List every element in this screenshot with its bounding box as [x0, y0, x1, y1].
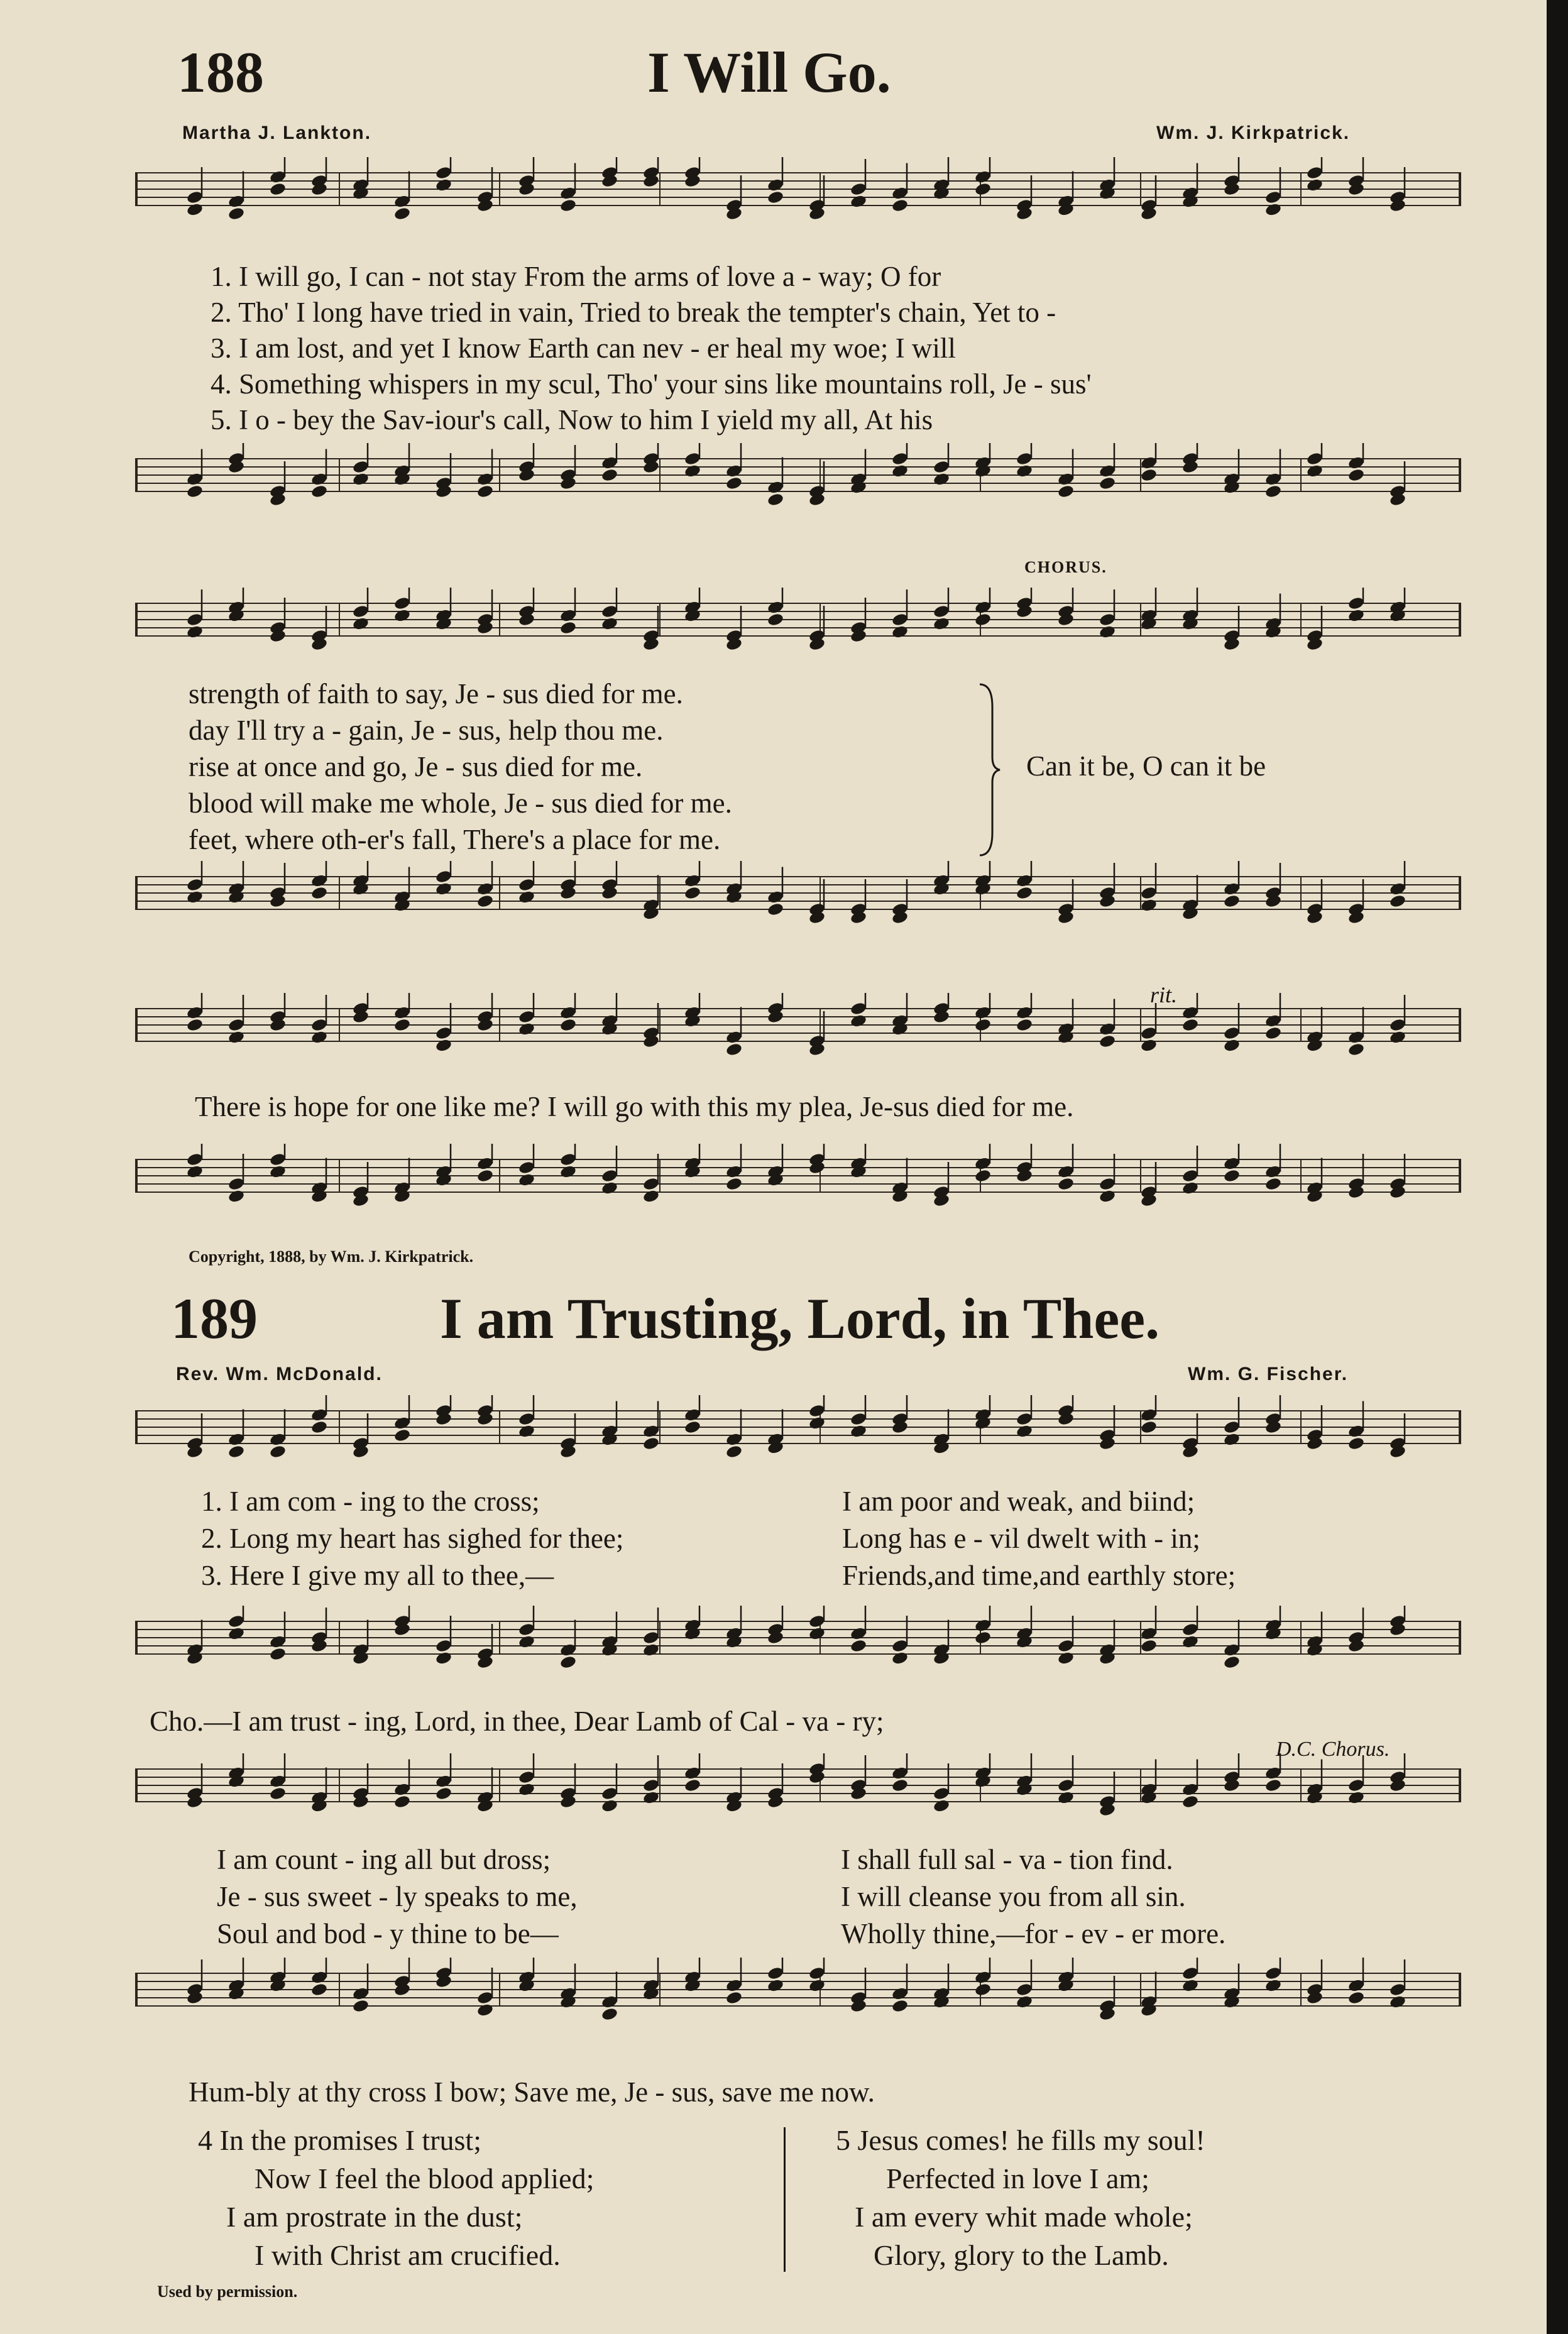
author-credit: Martha J. Lankton. — [182, 123, 372, 143]
verse-lines — [842, 1483, 1236, 1594]
verse-line: 5. I o - bey the Sav-iour's call, Now to him I yield my all, At his — [211, 404, 933, 436]
verse-line: rise at once and go, Je - sus died for me. — [189, 751, 643, 782]
stanza-line: I am every whit made whole; — [855, 2201, 1193, 2233]
stanza-line: Now I feel the blood applied; — [255, 2162, 595, 2194]
verse-line: 2. Tho' I long have tried in vain, Tried to break the tempter's chain, Yet to - — [211, 297, 1056, 328]
verse-line: strength of faith to say, Je - sus died for me. — [189, 678, 683, 710]
music-staff — [135, 861, 1461, 968]
music-staff — [135, 1144, 1461, 1251]
verse-lines — [841, 1841, 1225, 1953]
verse-line: Je - sus sweet - ly speaks to me, — [217, 1881, 578, 1912]
verse-line: 3. I am lost, and yet I know Earth can nev - er heal my woe; I will — [211, 332, 956, 364]
verse-line: 1. I will go, I can - not stay From the arms of love a - way; O for — [211, 261, 941, 292]
verse-lines — [201, 1483, 623, 1594]
verse-line: day I'll try a - gain, Je - sus, help thou me. — [189, 715, 664, 746]
stanza-line: Perfected in love I am; — [886, 2162, 1149, 2194]
chorus-lyric: Can it be, O can it be — [1026, 750, 1266, 782]
verse-line: I am poor and weak, and biind; — [842, 1486, 1195, 1517]
verse-line: I am count - ing all but dross; — [217, 1844, 551, 1875]
music-staff — [135, 1958, 1461, 2064]
rit-marking: rit. — [1150, 982, 1178, 1007]
verse-line: 1. I am com - ing to the cross; — [201, 1486, 540, 1517]
stanza-line: Glory, glory to the Lamb. — [874, 2239, 1169, 2271]
page-edge — [1547, 0, 1568, 2334]
verse-line: 4. Something whispers in my scul, Tho' your sins like mountains roll, Je - sus' — [211, 368, 1092, 400]
stanza-line: I with Christ am crucified. — [255, 2239, 561, 2271]
verse-line: 3. Here I give my all to thee,— — [201, 1560, 554, 1591]
verse-line: Long has e - vil dwelt with - in; — [842, 1523, 1200, 1554]
chorus-lyric: Cho.—I am trust - ing, Lord, in thee, Dear Lamb of Cal - va - ry; — [150, 1706, 884, 1737]
stanza-4 — [198, 2121, 594, 2274]
verse-line: I will cleanse you from all sin. — [841, 1881, 1186, 1912]
verse-line: Friends,and time,and earthly store; — [842, 1560, 1236, 1591]
composer-credit: Wm. G. Fischer. — [1188, 1364, 1349, 1384]
permission-note: Used by permission. — [157, 2282, 298, 2301]
music-staff — [135, 993, 1461, 1100]
stanza-line: 4 In the promises I trust; — [198, 2124, 481, 2156]
verse-line: blood will make me whole, Je - sus died for me. — [189, 787, 732, 819]
hymn-number: 189 — [171, 1286, 258, 1351]
verse-line: I shall full sal - va - tion find. — [841, 1844, 1173, 1875]
verse-line: Soul and bod - y thine to be— — [217, 1918, 559, 1949]
verse-line: Wholly thine,—for - ev - er more. — [841, 1918, 1226, 1949]
verse-lines — [211, 259, 1092, 438]
chorus-lyric: There is hope for one like me? I will go with this my plea, Je-sus died for me. — [195, 1091, 1074, 1122]
chorus-lyric: Hum-bly at thy cross I bow; Save me, Je - sus, save me now. — [189, 2076, 875, 2108]
stanza-line: 5 Jesus comes! he fills my soul! — [836, 2124, 1205, 2156]
author-credit: Rev. Wm. McDonald. — [176, 1364, 383, 1384]
chorus-label: CHORUS. — [1024, 558, 1107, 576]
hymn-title: I am Trusting, Lord, in Thee. — [440, 1286, 1160, 1351]
verse-line: 2. Long my heart has sighed for thee; — [201, 1523, 624, 1554]
stanza-divider — [784, 2127, 786, 2272]
copyright: Copyright, 1888, by Wm. J. Kirkpatrick. — [189, 1247, 474, 1266]
verse-line: feet, where oth-er's fall, There's a place for me. — [189, 824, 721, 855]
verse-brace — [977, 682, 1002, 858]
hymn-title: I Will Go. — [647, 40, 891, 104]
stanza-line: I am prostrate in the dust; — [226, 2201, 523, 2233]
stanza-5 — [836, 2121, 1205, 2274]
composer-credit: Wm. J. Kirkpatrick. — [1156, 123, 1351, 143]
music-staff — [135, 1606, 1461, 1712]
verse-lines — [189, 676, 732, 858]
hymn-number: 188 — [177, 40, 264, 104]
music-staff — [135, 443, 1461, 550]
dc-marking: D.C. Chorus. — [1276, 1738, 1390, 1761]
verse-lines — [217, 1841, 578, 1953]
